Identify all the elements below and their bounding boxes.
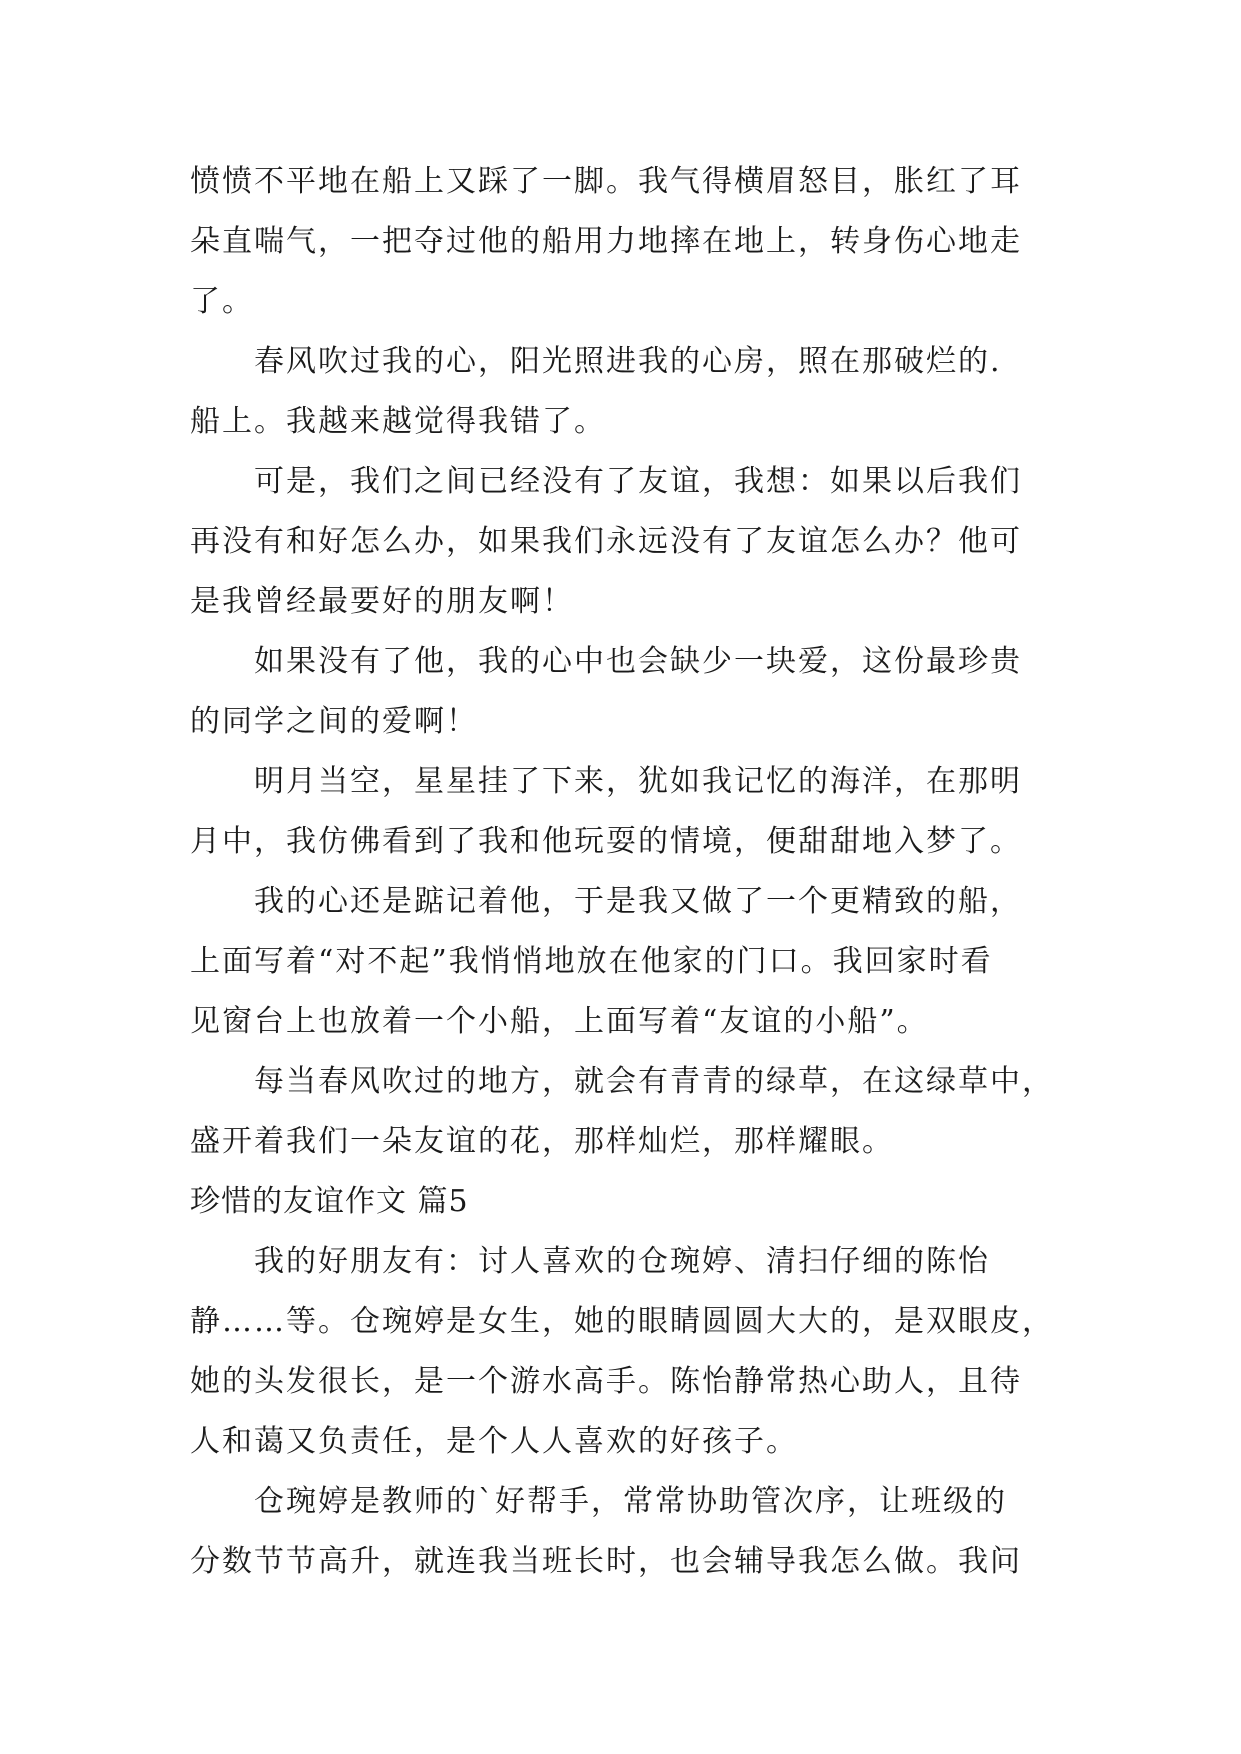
section-heading: 珍惜的友谊作文 篇5 — [190, 1184, 469, 1219]
text-line: 是我曾经最要好的朋友啊！ — [190, 584, 574, 619]
document-page — [190, 152, 1070, 1592]
text-line: 船上。我越来越觉得我错了。 — [190, 404, 606, 439]
text-line: 如果没有了他，我的心中也会缺少一块爱，这份最珍贵 — [190, 644, 1022, 679]
text-line: 朵直喘气，一把夺过他的船用力地摔在地上，转身伤心地走 — [190, 224, 1022, 259]
text-line: 上面写着“对不起”我悄悄地放在他家的门口。我回家时看 — [190, 944, 993, 979]
text-line: 仓琬婷是教师的`好帮手，常常协助管次序，让班级的 — [190, 1484, 1007, 1519]
text-line: 人和蔼又负责任，是个人人喜欢的好孩子。 — [190, 1424, 798, 1459]
text-line: 见窗台上也放着一个小船，上面写着“友谊的小船”。 — [190, 1004, 929, 1039]
text-line: 可是，我们之间已经没有了友谊，我想：如果以后我们 — [190, 464, 1022, 499]
text-line: 再没有和好怎么办，如果我们永远没有了友谊怎么办？他可 — [190, 524, 1022, 559]
text-line: 她的头发很长，是一个游水高手。陈怡静常热心助人，且待 — [190, 1364, 1022, 1399]
text-line: 我的好朋友有：讨人喜欢的仓琬婷、清扫仔细的陈怡 — [190, 1244, 990, 1279]
text-line: 的同学之间的爱啊！ — [190, 704, 478, 739]
text-line: 月中，我仿佛看到了我和他玩耍的情境，便甜甜地入梦了。 — [190, 824, 1022, 859]
text-line: 春风吹过我的心，阳光照进我的心房，照在那破烂的. — [190, 344, 1002, 379]
text-line: 我的心还是踮记着他，于是我又做了一个更精致的船， — [190, 884, 1022, 919]
text-line: 分数节节高升，就连我当班长时，也会辅导我怎么做。我问 — [190, 1544, 1022, 1579]
text-line: 了。 — [190, 284, 254, 319]
text-line: 明月当空，星星挂了下来，犹如我记忆的海洋，在那明 — [190, 764, 1022, 799]
text-line: 静……等。仓琬婷是女生，她的眼睛圆圆大大的，是双眼皮， — [190, 1304, 1054, 1339]
text-line: 愤愤不平地在船上又踩了一脚。我气得横眉怒目，胀红了耳 — [190, 164, 1022, 199]
text-line: 每当春风吹过的地方，就会有青青的绿草，在这绿草中， — [190, 1064, 1054, 1099]
text-line: 盛开着我们一朵友谊的花，那样灿烂，那样耀眼。 — [190, 1124, 894, 1159]
